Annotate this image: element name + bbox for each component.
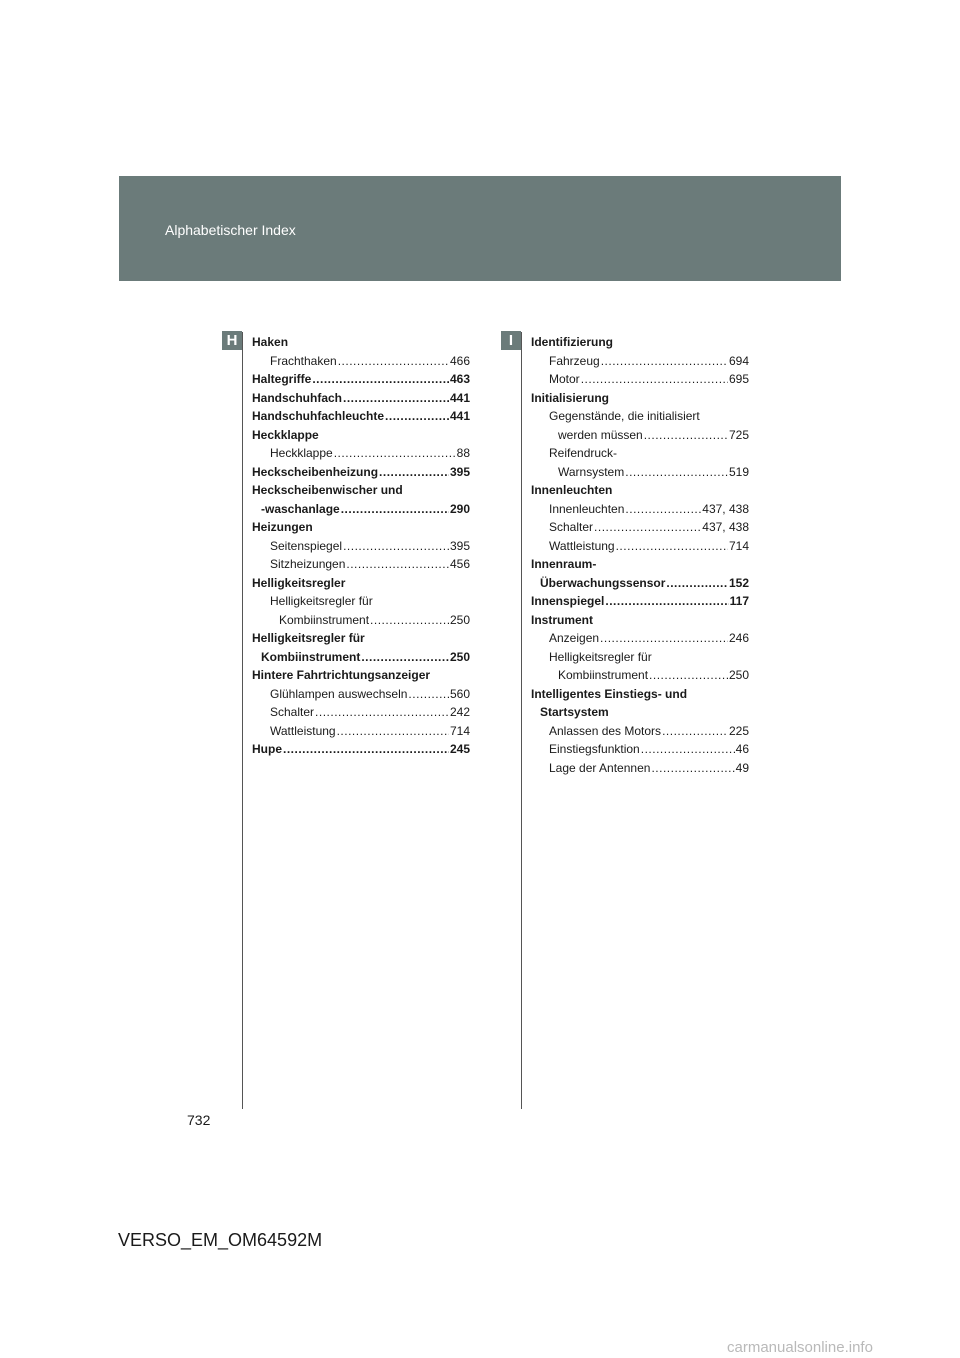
page-reference: 246 — [728, 631, 749, 645]
index-entry — [252, 407, 470, 426]
index-entry — [252, 481, 470, 500]
index-subentry — [531, 463, 749, 482]
page-reference: 695 — [728, 372, 749, 386]
index-entry — [252, 629, 470, 648]
leader-dots — [343, 537, 449, 556]
page-reference: 437, 438 — [702, 501, 749, 516]
entry-label: Helligkeitsregler für — [549, 649, 652, 664]
leader-dots — [334, 444, 456, 463]
entry-label: Heckklappe — [252, 427, 319, 442]
entry-label: Gegenstände, die initialisiert — [549, 409, 700, 423]
entry-label: Heckklappe — [270, 446, 333, 460]
index-subentry — [252, 703, 470, 722]
page-reference: 441 — [449, 390, 470, 405]
page-reference: 250 — [449, 612, 470, 627]
entry-label: Warnsystem — [558, 464, 625, 479]
header-bar — [119, 176, 841, 281]
index-entry — [531, 685, 749, 704]
entry-label: Initialisierung — [531, 390, 610, 405]
leader-dots — [651, 759, 734, 778]
page-reference: 456 — [449, 557, 470, 571]
entry-label: -waschanlage — [261, 501, 340, 516]
index-column-i — [531, 333, 749, 777]
entry-label: Heckscheibenwischer und — [252, 483, 403, 497]
entry-label: Einstiegsfunktion — [549, 742, 640, 756]
leader-dots — [408, 685, 449, 704]
leader-dots — [594, 518, 701, 537]
index-subentry — [531, 500, 749, 519]
index-subentry — [531, 352, 749, 371]
entry-label: Anlassen des Motors — [549, 723, 662, 738]
leader-dots — [662, 722, 728, 741]
index-subentry — [252, 685, 470, 704]
page-reference: 441 — [449, 409, 470, 423]
leader-dots — [601, 352, 728, 371]
page-reference: 250 — [728, 668, 749, 682]
index-subentry — [531, 666, 749, 685]
index-subentry — [252, 611, 470, 630]
index-subentry — [252, 722, 470, 741]
page-reference: 46 — [735, 742, 749, 756]
leader-dots — [315, 703, 449, 722]
entry-label: Haken — [252, 335, 289, 349]
entry-label: Motor — [549, 372, 580, 386]
index-entry — [531, 481, 749, 500]
entry-label: Schalter — [549, 520, 594, 534]
page-reference: 225 — [728, 723, 749, 738]
index-subentry — [252, 592, 470, 611]
page-reference: 250 — [449, 649, 470, 664]
page-reference: 437, 438 — [702, 520, 749, 534]
entry-label: Handschuhfach — [252, 390, 343, 405]
entry-label: Kombiinstrument — [279, 612, 370, 627]
leader-dots — [666, 574, 728, 593]
leader-dots — [338, 352, 449, 371]
index-column-h — [252, 333, 470, 759]
leader-dots — [600, 629, 728, 648]
entry-label: Lage der Antennen — [549, 760, 651, 775]
entry-label: Anzeigen — [549, 631, 600, 645]
index-entry — [252, 518, 470, 537]
page-reference: 463 — [449, 372, 470, 386]
page-reference: 49 — [735, 760, 749, 775]
index-subentry — [252, 555, 470, 574]
entry-label: Startsystem — [540, 705, 609, 719]
letter-marker-h: H — [222, 331, 242, 350]
page-number: 732 — [187, 1112, 211, 1128]
entry-label: Helligkeitsregler für — [252, 631, 365, 645]
index-subentry — [531, 740, 749, 759]
column-divider-right — [521, 332, 522, 1109]
index-entry — [531, 574, 749, 593]
entry-label: Intelligentes Einstiegs- und — [531, 686, 688, 701]
index-entry — [531, 389, 749, 408]
index-entry — [252, 740, 470, 759]
leader-dots — [379, 463, 449, 482]
index-entry — [252, 333, 470, 352]
entry-label: werden müssen — [558, 427, 643, 442]
index-entry — [252, 500, 470, 519]
entry-label: Identifizierung — [531, 335, 613, 349]
page-reference: 694 — [728, 353, 749, 368]
entry-label: Helligkeitsregler für — [270, 594, 373, 608]
entry-label: Helligkeitsregler — [252, 575, 346, 590]
entry-label: Innenspiegel — [531, 594, 605, 608]
entry-label: Seitenspiegel — [270, 538, 343, 553]
index-subentry — [531, 722, 749, 741]
index-entry — [252, 648, 470, 667]
leader-dots — [625, 500, 701, 519]
entry-label: Innenleuchten — [549, 501, 625, 516]
entry-label: Glühlampen auswechseln — [270, 686, 408, 701]
page-reference: 395 — [449, 538, 470, 553]
page-reference: 714 — [728, 538, 749, 553]
index-subentry — [531, 370, 749, 389]
entry-label: Wattleistung — [270, 723, 336, 738]
letter-marker-i: I — [501, 331, 521, 350]
section-title: Alphabetischer Index — [165, 222, 296, 238]
index-entry — [252, 389, 470, 408]
leader-dots — [370, 611, 449, 630]
page-reference: 290 — [449, 501, 470, 516]
entry-label: Schalter — [270, 705, 315, 719]
entry-label: Wattleistung — [549, 538, 615, 553]
leader-dots — [283, 740, 449, 759]
leader-dots — [641, 740, 735, 759]
entry-label: Hintere Fahrtrichtungsanzeiger — [252, 668, 431, 682]
index-entry — [252, 426, 470, 445]
entry-label: Kombiinstrument — [261, 649, 361, 664]
index-subentry — [252, 537, 470, 556]
index-subentry — [531, 759, 749, 778]
page-reference: 714 — [449, 723, 470, 738]
entry-label: Heizungen — [252, 520, 313, 534]
index-subentry — [252, 352, 470, 371]
document-code: VERSO_EM_OM64592M — [118, 1230, 323, 1250]
index-entry — [252, 574, 470, 593]
page-reference: 152 — [728, 575, 749, 590]
entry-label: Frachthaken — [270, 353, 337, 368]
page-reference: 242 — [449, 705, 470, 719]
column-divider-left — [242, 332, 243, 1109]
leader-dots — [361, 648, 449, 667]
leader-dots — [616, 537, 728, 556]
leader-dots — [644, 426, 728, 445]
index-subentry — [531, 426, 749, 445]
leader-dots — [581, 370, 728, 389]
leader-dots — [605, 592, 728, 611]
index-entry — [252, 666, 470, 685]
index-subentry — [531, 518, 749, 537]
index-entry — [531, 703, 749, 722]
index-entry — [252, 370, 470, 389]
entry-label: Innenraum- — [531, 557, 597, 571]
index-entry — [252, 463, 470, 482]
index-subentry — [531, 629, 749, 648]
page-reference: 725 — [728, 427, 749, 442]
entry-label: Handschuhfachleuchte — [252, 409, 385, 423]
index-subentry — [531, 407, 749, 426]
page-reference: 245 — [449, 742, 470, 756]
leader-dots — [625, 463, 728, 482]
index-subentry — [531, 537, 749, 556]
leader-dots — [385, 407, 449, 426]
index-subentry — [531, 444, 749, 463]
entry-label: Kombiinstrument — [558, 668, 649, 682]
entry-label: Innenleuchten — [531, 483, 613, 497]
index-subentry — [252, 444, 470, 463]
index-entry — [531, 592, 749, 611]
index-entry — [531, 333, 749, 352]
leader-dots — [343, 389, 449, 408]
entry-label: Heckscheibenheizung — [252, 464, 379, 479]
entry-label: Fahrzeug — [549, 353, 600, 368]
page-reference: 88 — [456, 446, 470, 460]
page-reference: 466 — [449, 353, 470, 368]
index-entry — [531, 555, 749, 574]
leader-dots — [337, 722, 449, 741]
entry-label: Haltegriffe — [252, 372, 312, 386]
entry-label: Hupe — [252, 742, 282, 756]
entry-label: Sitzheizungen — [270, 557, 346, 571]
entry-label: Instrument — [531, 612, 594, 627]
page-reference: 117 — [729, 594, 749, 608]
index-entry — [531, 611, 749, 630]
leader-dots — [346, 555, 449, 574]
watermark: carmanualsonline.info — [727, 1339, 873, 1356]
leader-dots — [341, 500, 449, 519]
entry-label: Überwachungssensor — [540, 575, 666, 590]
entry-label: Reifendruck- — [549, 446, 618, 460]
leader-dots — [649, 666, 728, 685]
page-reference: 519 — [728, 464, 749, 479]
page-reference: 395 — [449, 464, 470, 479]
page-reference: 560 — [449, 686, 470, 701]
index-subentry — [531, 648, 749, 667]
leader-dots — [312, 370, 449, 389]
